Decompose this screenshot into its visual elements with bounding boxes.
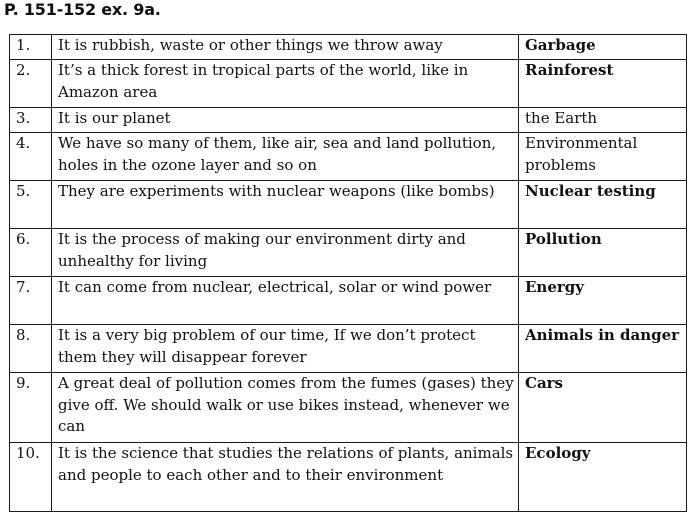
row-number: 10. [10,443,52,512]
row-definition: A great deal of pollution comes from the fumes (gases) they give off. We should walk or use bikes instead, whenever we can [52,373,519,443]
vocabulary-table [9,34,687,512]
row-definition: It is rubbish, waste or other things we throw away [52,35,519,60]
table-row [10,108,687,133]
row-number: 2. [10,60,52,108]
row-number: 1. [10,35,52,60]
row-answer: Ecology [519,443,687,512]
table-row [10,133,687,181]
table-row [10,60,687,108]
row-definition: It is the process of making our environment dirty and unhealthy for living [52,229,519,277]
row-answer: Pollution [519,229,687,277]
row-answer: Garbage [519,35,687,60]
table-row [10,373,687,443]
row-answer: Nuclear testing [519,181,687,229]
table-row [10,277,687,325]
row-number: 8. [10,325,52,373]
row-number: 9. [10,373,52,443]
page-heading: P. 151-152 ex. 9a. [4,0,161,19]
row-number: 3. [10,108,52,133]
row-definition: It’s a thick forest in tropical parts of the world, like in Amazon area [52,60,519,108]
row-definition: We have so many of them, like air, sea and land pollution, holes in the ozone layer and so on [52,133,519,181]
row-answer: Rainforest [519,60,687,108]
table-row [10,325,687,373]
row-number: 7. [10,277,52,325]
table-row [10,229,687,277]
table-row [10,35,687,60]
row-definition: It is our planet [52,108,519,133]
row-answer: the Earth [519,108,687,133]
row-definition: They are experiments with nuclear weapons (like bombs) [52,181,519,229]
row-definition: It is the science that studies the relations of plants, animals and people to each other and to their environment [52,443,519,512]
row-answer: Cars [519,373,687,443]
table-row [10,181,687,229]
row-definition: It can come from nuclear, electrical, solar or wind power [52,277,519,325]
row-answer: Environmental problems [519,133,687,181]
table-row [10,443,687,512]
row-number: 5. [10,181,52,229]
row-definition: It is a very big problem of our time, If we don’t protect them they will disappear forever [52,325,519,373]
row-answer: Animals in danger [519,325,687,373]
row-number: 6. [10,229,52,277]
row-number: 4. [10,133,52,181]
row-answer: Energy [519,277,687,325]
